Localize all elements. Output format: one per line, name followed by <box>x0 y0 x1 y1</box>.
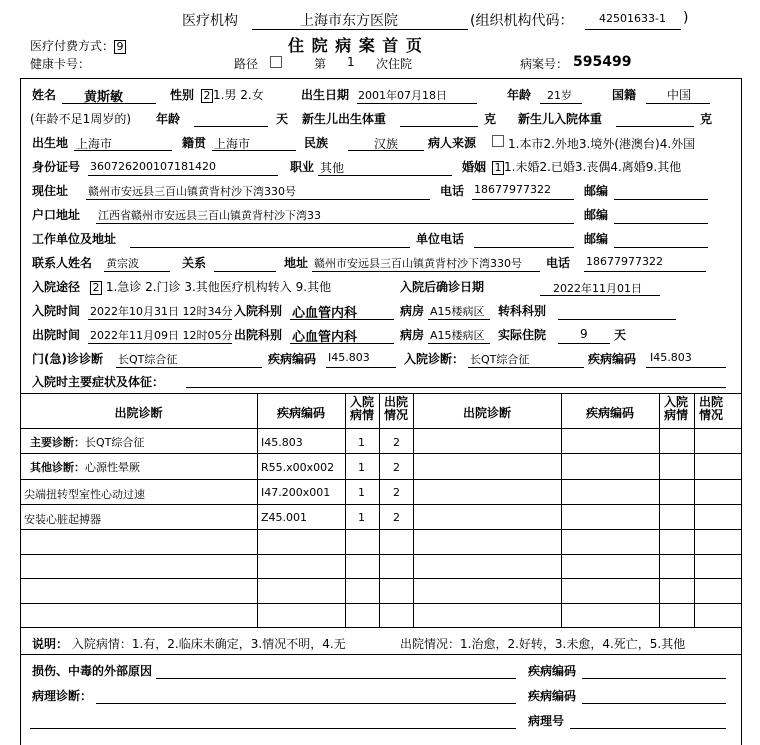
nation: 中国 <box>667 88 692 102</box>
contact-line <box>104 271 170 272</box>
work-phone-label: 单位电话 <box>416 232 465 246</box>
org-code-close: ) <box>683 10 689 26</box>
source-checkbox[interactable] <box>492 135 504 147</box>
admit-weight-label: 新生儿入院体重 <box>518 112 603 126</box>
nation-line <box>646 103 710 104</box>
confirm-line <box>540 295 660 296</box>
diag-out: 2 <box>393 461 400 474</box>
diag-text: 长QT综合征 <box>85 436 145 449</box>
stay-line <box>558 343 610 344</box>
phone-label: 电话 <box>440 184 465 198</box>
birth-weight-label: 新生儿出生体重 <box>302 112 387 126</box>
symptom-label: 入院时主要症状及体征： <box>32 375 165 389</box>
sex-value[interactable]: 2 <box>201 89 213 103</box>
table-bottom <box>20 627 742 628</box>
id-label: 身份证号 <box>32 160 81 174</box>
birthplace-label: 出生地 <box>32 136 69 150</box>
birthplace: 上海市 <box>76 137 113 151</box>
discharge-dept: 心血管内科 <box>292 330 358 345</box>
diag-code: I45.803 <box>261 436 303 449</box>
source-label: 病人来源 <box>428 136 477 150</box>
admit-dept: 心血管内科 <box>292 306 358 321</box>
zip-label: 邮编 <box>584 184 609 198</box>
admit-time-line <box>88 319 232 320</box>
route-value[interactable]: 2 <box>90 281 102 295</box>
col-in-header-2: 入院病情 <box>663 395 688 422</box>
age-line <box>540 103 582 104</box>
contact-addr-label: 地址 <box>284 256 309 270</box>
sex-label: 性别 <box>170 88 195 102</box>
diag-out: 2 <box>393 511 400 524</box>
patho-line <box>96 703 516 704</box>
native-line <box>212 150 296 151</box>
contact-phone: 18677977322 <box>586 255 663 268</box>
contact-phone-label: 电话 <box>546 256 571 270</box>
zip2-label: 邮编 <box>584 208 609 222</box>
card-label: 健康卡号： <box>30 57 91 71</box>
hukou-line <box>96 223 574 224</box>
patho-no-label: 病理号 <box>528 714 565 728</box>
job-line <box>318 175 452 176</box>
age-label: 年龄 <box>507 88 532 102</box>
record-label: 病案号： <box>520 57 569 71</box>
page-title: 住 院 病 案 首 页 <box>288 36 423 55</box>
ward: A15楼病区 <box>430 305 485 318</box>
ad-diag: 长QT综合征 <box>470 353 530 366</box>
name-line <box>62 103 156 104</box>
note-label: 说明： <box>32 637 69 651</box>
admit-dept-line <box>290 319 394 320</box>
times-label: 次住院 <box>376 57 413 71</box>
patho-no-line <box>570 728 726 729</box>
injury-label: 损伤、中毒的外部原因 <box>32 664 153 678</box>
birth-weight-line <box>400 126 478 127</box>
patho-label: 病理诊断： <box>32 689 93 703</box>
op-code-line <box>326 367 396 368</box>
record-no: 595499 <box>573 54 632 70</box>
native-label: 籍贯 <box>182 136 207 150</box>
diag-text: 安装心脏起搏器 <box>24 513 101 526</box>
phone: 18677977322 <box>474 183 551 196</box>
diag-in: 1 <box>358 461 365 474</box>
op-diag: 长QT综合征 <box>118 353 178 366</box>
pay-method <box>30 37 126 54</box>
confirm-date: 2022年11月01日 <box>553 282 642 295</box>
stay-label: 实际住院 <box>498 328 547 342</box>
ad-code-line <box>646 367 726 368</box>
route-field <box>90 278 331 295</box>
path-label: 路径 <box>234 57 259 71</box>
gram-label: 克 <box>484 112 497 126</box>
org-code-label: (组织机构代码： <box>470 13 574 29</box>
note-in: 入院病情：1.有，2.临床未确定，3.情况不明，4.无 <box>71 637 346 651</box>
org-name: 上海市东方医院 <box>300 13 398 29</box>
contact: 黄宗波 <box>106 257 139 270</box>
marital-value[interactable]: 1 <box>492 161 504 175</box>
diag-out: 2 <box>393 486 400 499</box>
ward2-line <box>428 343 490 344</box>
route-label: 入院途径 <box>32 280 81 294</box>
footer-divider <box>20 654 742 655</box>
discharge-dept-line <box>290 343 394 344</box>
col-diag-header-2: 出院诊断 <box>462 406 511 420</box>
pay-value[interactable]: 9 <box>114 40 126 54</box>
ad-code: I45.803 <box>650 351 692 364</box>
discharge-time-label: 出院时间 <box>32 328 81 342</box>
dob-line <box>357 103 477 104</box>
age2-line <box>194 126 268 127</box>
phone-line <box>472 199 574 200</box>
transfer-label: 转科科别 <box>498 304 547 318</box>
table-row <box>30 459 140 475</box>
contact-addr-line <box>312 271 540 272</box>
stay-days: 9 <box>580 327 588 341</box>
col-code-header: 疾病编码 <box>276 406 325 420</box>
birthplace-line <box>74 150 172 151</box>
marital-field <box>492 158 681 175</box>
route-opts: 1.急诊 2.门诊 3.其他医疗机构转入 9.其他 <box>105 280 332 294</box>
table-row <box>30 434 144 450</box>
work-phone-line <box>474 247 574 248</box>
diag-text: 尖端扭转型室性心动过速 <box>24 488 145 501</box>
stay-unit: 天 <box>614 328 627 342</box>
hukou: 江西省赣州市安远县三百山镇黄背村沙下湾33 <box>98 209 321 222</box>
gram2-label: 克 <box>700 112 713 126</box>
addr-label: 现住址 <box>32 184 69 198</box>
diag-in: 1 <box>358 436 365 449</box>
discharge-time: 2022年11月09日 12时05分 <box>90 329 233 342</box>
contact-phone-line <box>584 271 706 272</box>
admit-time-label: 入院时间 <box>32 304 81 318</box>
dob: 2001年07月18日 <box>358 89 447 102</box>
zip-line <box>614 199 708 200</box>
admit-weight-line <box>616 126 694 127</box>
zip2-line <box>614 223 708 224</box>
other-diag-label: 其他诊断： <box>30 461 85 474</box>
admit-dept-label: 入院科别 <box>234 304 283 318</box>
contact-addr: 赣州市安远县三百山镇黄背村沙下湾330号 <box>314 257 522 270</box>
col-out-header-2: 出院情况 <box>698 395 723 422</box>
discharge-time-line <box>88 343 232 344</box>
addr: 赣州市安远县三百山镇黄背村沙下湾330号 <box>88 185 296 198</box>
ward-label: 病房 <box>400 304 425 318</box>
work-line <box>130 247 410 248</box>
ward-line <box>428 319 490 320</box>
ward2-label: 病房 <box>400 328 425 342</box>
path-checkbox[interactable] <box>270 56 282 68</box>
diag-in: 1 <box>358 511 365 524</box>
injury-code-label: 疾病编码 <box>528 664 577 678</box>
nation-label: 国籍 <box>612 88 637 102</box>
patho-code-line <box>582 703 726 704</box>
diag-in: 1 <box>358 486 365 499</box>
marital-label: 婚姻 <box>462 160 487 174</box>
patho-line-2 <box>30 728 516 729</box>
ethnic-line <box>348 150 424 151</box>
infant-age-label: (年龄不足1周岁的) <box>30 112 131 126</box>
marital-opts: 1.未婚2.已婚3.丧偶4.离婚9.其他 <box>504 160 682 174</box>
ethnic: 汉族 <box>374 137 399 151</box>
native: 上海市 <box>214 137 251 151</box>
ad-diag-line <box>468 367 584 368</box>
col-code-header-2: 疾病编码 <box>585 406 634 420</box>
job: 其他 <box>320 161 345 175</box>
col-out-header: 出院情况 <box>383 395 408 422</box>
diag-text: 心源性晕厥 <box>85 461 140 474</box>
injury-code-line <box>582 678 726 679</box>
col-diag-header: 出院诊断 <box>114 406 163 420</box>
zip3-line <box>614 247 708 248</box>
diag-out: 2 <box>393 436 400 449</box>
main-diag-label: 主要诊断： <box>30 436 85 449</box>
ad-code-label: 疾病编码 <box>588 352 637 366</box>
dob-label: 出生日期 <box>301 88 350 102</box>
op-diag-line <box>116 367 262 368</box>
transfer-line <box>558 319 676 320</box>
org-label: 医疗机构 <box>182 13 238 29</box>
zip3-label: 邮编 <box>584 232 609 246</box>
discharge-dept-label: 出院科别 <box>234 328 283 342</box>
confirm-label: 入院后确诊日期 <box>400 280 485 294</box>
source-opts: 1.本市2.外地3.境外(港澳台)4.外国 <box>508 137 696 151</box>
id-no: 360726200107181420 <box>90 160 216 173</box>
org-name-line <box>252 29 468 30</box>
admit-times: 1 <box>347 55 355 69</box>
age: 21岁 <box>547 89 572 102</box>
hukou-label: 户口地址 <box>32 208 81 222</box>
diag-code: I47.200x001 <box>261 486 331 499</box>
patient-name: 黄斯敏 <box>84 90 124 105</box>
table-top <box>20 393 742 394</box>
di-label: 第 <box>314 57 327 71</box>
id-line <box>88 175 278 176</box>
day-label: 天 <box>276 112 289 126</box>
table-header-line <box>20 428 742 429</box>
diag-code: Z45.001 <box>261 511 308 524</box>
age2-label: 年龄 <box>156 112 181 126</box>
sex-field <box>201 86 264 103</box>
org-code-line <box>585 29 681 30</box>
symptom-line <box>186 387 726 388</box>
note-out: 出院情况：1.治愈，2.好转，3.未愈，4.死亡，5.其他 <box>400 637 686 651</box>
note <box>32 635 346 652</box>
relation-label: 关系 <box>182 256 207 270</box>
name-label: 姓名 <box>32 88 57 102</box>
job-label: 职业 <box>290 160 315 174</box>
addr-line <box>86 199 430 200</box>
work-label: 工作单位及地址 <box>32 232 117 246</box>
ethnic-label: 民族 <box>304 136 329 150</box>
relation-line <box>214 271 276 272</box>
op-code-label: 疾病编码 <box>268 352 317 366</box>
col-in-header: 入院病情 <box>349 395 374 422</box>
ward2: A15楼病区 <box>430 329 485 342</box>
ad-diag-label: 入院诊断： <box>404 352 465 366</box>
admit-time: 2022年10月31日 12时34分 <box>90 305 233 318</box>
op-diag-label: 门(急)诊诊断 <box>32 352 103 366</box>
injury-line <box>156 678 516 679</box>
diag-code: R55.x00x002 <box>261 461 335 474</box>
patho-code-label: 疾病编码 <box>528 689 577 703</box>
op-code: I45.803 <box>328 351 370 364</box>
pay-label: 医疗付费方式： <box>30 39 115 53</box>
contact-label: 联系人姓名 <box>32 256 93 270</box>
org-code: 42501633-1 <box>599 12 666 25</box>
sex-opts: 1.男 2.女 <box>213 88 264 102</box>
